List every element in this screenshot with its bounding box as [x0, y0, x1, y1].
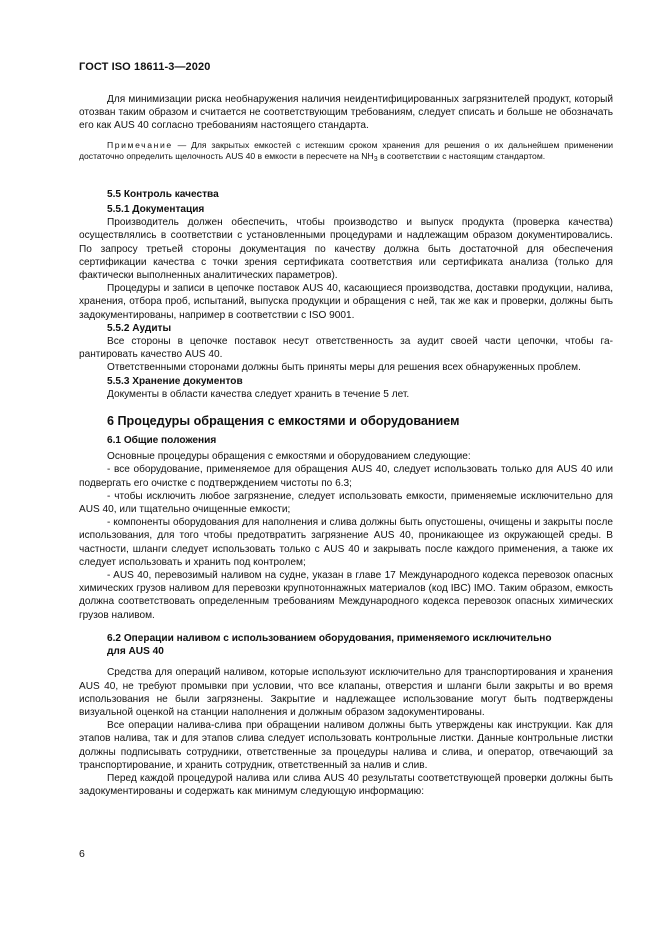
section-heading-6-2-line2: для AUS 40: [107, 646, 164, 658]
list-item: - AUS 40, перевозимый наливом на судне, указан в главе 17 Международного кодекса перевозок опасных химических грузов наливом для перевозки крупнотоннажных материалов (код IBC) IMO. Таким образом, емкость должна соответствовать определенным требованиям Международного кодекса перевозок опасных химических грузов наливом.: [79, 570, 613, 621]
document-body: [79, 93, 613, 798]
section-heading-5-5-1: 5.5.1 Документация: [107, 204, 205, 215]
page-number: 6: [79, 848, 85, 860]
paragraph: Для минимизации риска необнаружения наличия неидентифицированных загрязнителей продукт, который отозван таким образом и считается не соответствующим требованиям, следует списать и больше не обозначать его как AUS 40 согласно требованиям настоящего стандарта.: [79, 94, 613, 132]
list-item: - чтобы исключить любое загрязнение, следует использовать емкости, применяемые исключительно для AUS 40, или тщательно очищенные емкости;: [79, 490, 613, 516]
list-item: - все оборудование, применяемое для обращения AUS 40, следует использовать только для AUS 40 или подвергать его очистке с подтверждением чистоты по 6.3;: [79, 464, 613, 489]
paragraph: Документы в области качества следует хранить в течение 5 лет.: [107, 388, 410, 400]
note-dash: —: [172, 139, 192, 150]
note-label: Примечание: [107, 139, 173, 150]
paragraph: Все операции налива-слива при обращении наливом должны быть утверждены как инструкции. Как для этапов налива, так и для этапов слива следует использовать контрольные листки. Данные контрольные листки должны подписывать сотрудники, ответственные за процедуры налива и слива, и оператор, отвечающий за транспортирование, и хранить сотрудник, ответственный за налив и слив.: [79, 720, 613, 771]
paragraph: Средства для операций наливом, которые используют исключительно для транспортирования и хранения AUS 40, не требуют промывки при условии, что все клапаны, отверстия и шланги были закрыты и во время использования не были загрязнены. Закрытие и надлежащее использование могут быть подтверждены визуальной оценкой на станции наполнения и должным образом задокументированы.: [79, 667, 613, 718]
section-heading-6-2-line1: 6.2 Операции наливом с использованием оборудования, применяемого исключительно: [107, 632, 552, 644]
note-subscript: 3: [373, 156, 378, 164]
note: [79, 140, 613, 163]
section-heading-5-5-2: 5.5.2 Аудиты: [107, 322, 172, 334]
paragraph: Процедуры и записи в цепочке поставок AUS 40, касающиеся производства, доставки продукции, налива, хранения, отбора проб, испытаний, выпуска продукции и обращения с ней, так же как и проверки, должны быть задокументированы, например в соответствии с ISO 9001.: [79, 283, 613, 321]
paragraph: Все стороны в цепочке поставок несут ответственность за аудит своей части цепочки, чтобы гарантировать качество AUS 40.: [79, 336, 613, 361]
document-header: ГОСТ ISO 18611-3—2020: [79, 61, 211, 73]
section-heading-5-5: 5.5 Контроль качества: [107, 188, 219, 200]
paragraph: Ответственными сторонами должны быть приняты меры для решения всех обнаруженных проблем.: [107, 362, 581, 374]
paragraph: Перед каждой процедурой налива или слива AUS 40 результаты соответствующей проверки должны быть задокументированы и содержать как минимум следующую информацию:: [79, 772, 613, 798]
paragraph: Производитель должен обеспечить, чтобы производство и выпуск продукта (проверка качества) осуществлялись в соответствии с установленными процедурами и надлежащим образом документировались. По запросу третьей стороны документация по качеству должна быть достаточной для обеспечения сертификации качества с точки зрения сертификата соответствия или сертификата анализа (только для фактически выполненных аналитических параметров).: [79, 217, 613, 282]
note-text-b: в соответствии с настоящим стандартом.: [377, 151, 546, 162]
section-heading-6-2: [107, 632, 613, 658]
section-heading-6-1: 6.1 Общие положения: [107, 435, 217, 447]
section-heading-6: 6 Процедуры обращения с емкостями и оборудованием: [107, 414, 460, 429]
note-text-a: Для закрытых емкостей с истекшим сроком хранения для решения о их дальнейшем применении достаточно определить щелочность AUS 40 в емкости в пересчете на NH: [79, 139, 614, 162]
list-item: - компоненты оборудования для наполнения и слива должны быть опустошены, очищены и закрыты после использования, для того чтобы предотвратить загрязнение AUS 40, проникающее из окружающей среды. В частности, шланги следует использовать только с AUS 40 и закрывать после каждого применения, а также их следует использовать и хранить под контролем;: [79, 517, 613, 568]
paragraph: Основные процедуры обращения с емкостями и оборудованием следующие:: [107, 451, 471, 463]
section-heading-5-5-3: 5.5.3 Хранение документов: [107, 375, 243, 387]
